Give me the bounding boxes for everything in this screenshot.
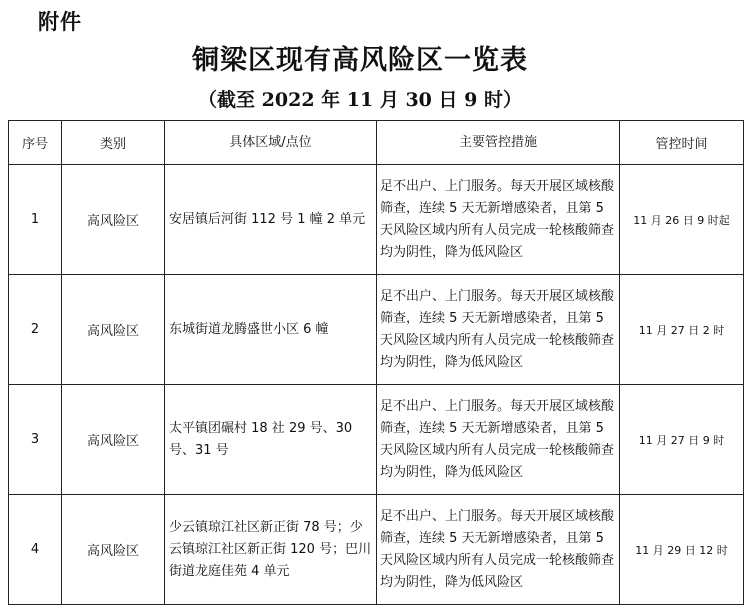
cell-category: 高风险区 [62, 165, 165, 275]
header-category: 类别 [62, 121, 165, 165]
cell-measures: 足不出户、上门服务。每天开展区域核酸筛查，连续 5 天无新增感染者，且第 5 天风险区域内所有人员完成一轮核酸筛查均为阴性，降为低风险区 [377, 275, 620, 385]
header-measures: 主要管控措施 [377, 121, 620, 165]
attachment-label: 附件 [38, 10, 82, 34]
cell-area: 太平镇团碾村 18 社 29 号、30 号、31 号 [165, 385, 377, 495]
cell-measures: 足不出户、上门服务。每天开展区域核酸筛查，连续 5 天无新增感染者，且第 5 天风险区域内所有人员完成一轮核酸筛查均为阴性，降为低风险区 [377, 385, 620, 495]
cell-area: 东城街道龙腾盛世小区 6 幢 [165, 275, 377, 385]
high-risk-area-table [8, 120, 744, 605]
cell-area: 少云镇琼江社区新正街 78 号；少云镇琼江社区新正街 120 号；巴川街道龙庭佳苑 4 单元 [165, 495, 377, 605]
header-area: 具体区域/点位 [165, 121, 377, 165]
table-row [9, 385, 744, 495]
page-title: 铜梁区现有高风险区一览表 [192, 45, 528, 76]
table-header-row [9, 121, 744, 165]
cell-control-time: 11 月 27 日 9 时 [620, 385, 744, 495]
cell-category: 高风险区 [62, 275, 165, 385]
cell-control-time: 11 月 26 日 9 时起 [620, 165, 744, 275]
cell-category: 高风险区 [62, 385, 165, 495]
cell-control-time: 11 月 27 日 2 时 [620, 275, 744, 385]
cell-category: 高风险区 [62, 495, 165, 605]
header-control-time: 管控时间 [620, 121, 744, 165]
cell-serial-number: 2 [9, 275, 62, 385]
cell-measures: 足不出户、上门服务。每天开展区域核酸筛查，连续 5 天无新增感染者，且第 5 天风险区域内所有人员完成一轮核酸筛查均为阴性，降为低风险区 [377, 495, 620, 605]
cell-area: 安居镇后河街 112 号 1 幢 2 单元 [165, 165, 377, 275]
cell-serial-number: 1 [9, 165, 62, 275]
table-row [9, 275, 744, 385]
cell-serial-number: 3 [9, 385, 62, 495]
cell-serial-number: 4 [9, 495, 62, 605]
page-subtitle: （截至 2022 年 11 月 30 日 9 时） [198, 89, 522, 111]
table-row [9, 495, 744, 605]
table-row [9, 165, 744, 275]
header-serial-number: 序号 [9, 121, 62, 165]
cell-measures: 足不出户、上门服务。每天开展区域核酸筛查，连续 5 天无新增感染者，且第 5 天风险区域内所有人员完成一轮核酸筛查均为阴性，降为低风险区 [377, 165, 620, 275]
cell-control-time: 11 月 29 日 12 时 [620, 495, 744, 605]
